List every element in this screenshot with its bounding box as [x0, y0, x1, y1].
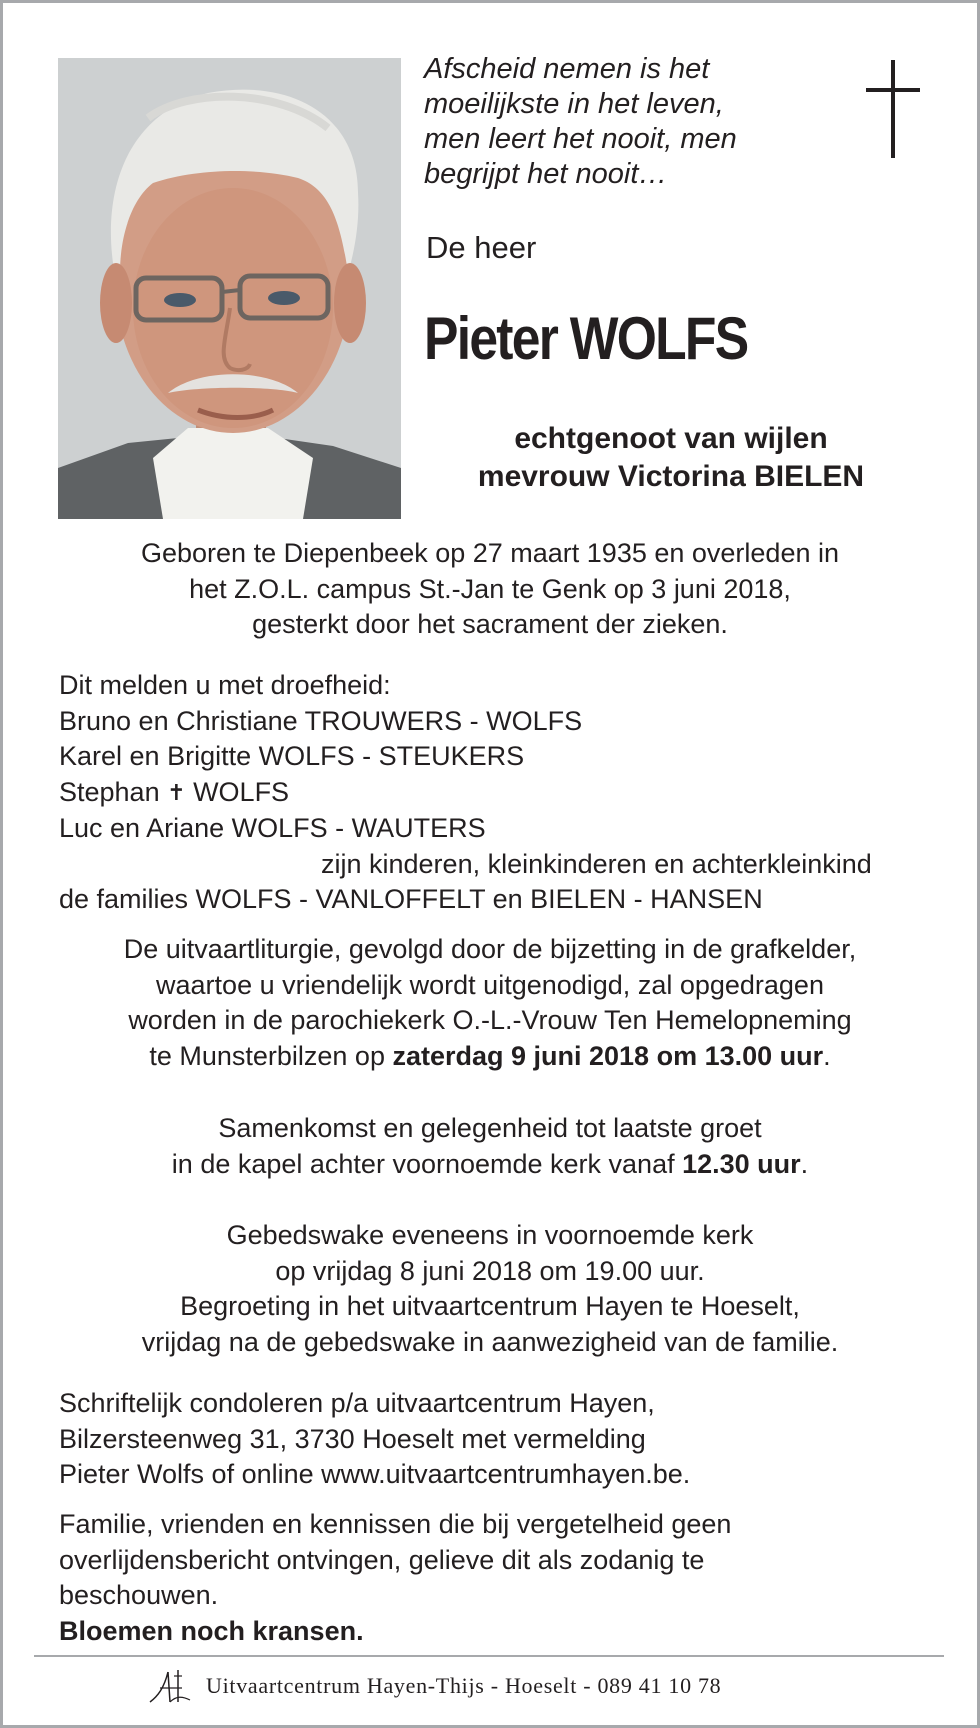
descendants-line: zijn kinderen, kleinkinderen en achterkleinkind [321, 848, 872, 879]
text-line: worden in de parochiekerk O.-L.-Vrouw Ten Hemelopneming [128, 1005, 852, 1035]
spouse-line: echtgenoot van wijlen [514, 422, 828, 455]
footer-divider [34, 1655, 944, 1657]
text-line: overlijdensbericht ontvingen, gelieve dit als zodanig te [59, 1544, 705, 1575]
funeral-date-time: zaterdag 9 juni 2018 om 13.00 uur [392, 1040, 824, 1071]
gathering-place: in de kapel achter voornoemde kerk vanaf [171, 1148, 683, 1179]
salutation: De heer [426, 230, 537, 265]
poem-line: moeilijkste in het leven, [424, 88, 724, 120]
hayen-thijs-logo-icon [148, 1666, 192, 1706]
notice-paragraph [59, 1507, 939, 1649]
memorial-poem [424, 52, 824, 192]
family-member: Bruno en Christiane TROUWERS - WOLFS [59, 705, 583, 736]
poem-line: begrijpt het nooit… [424, 158, 668, 190]
family-member [59, 775, 939, 812]
text-line: waartoe u vriendelijk wordt uitgenodigd, zal opgedragen [156, 969, 824, 1000]
text-line: beschouwen. [59, 1580, 219, 1610]
footer [148, 1664, 721, 1708]
spouse-line: mevrouw Victorina BIELEN [477, 460, 865, 493]
text-line: Geboren te Diepenbeek op 27 maart 1935 en overleden in [141, 538, 839, 568]
families-line: de families WOLFS - VANLOFFELT en BIELEN - HANSEN [59, 884, 763, 914]
deceased-name: Pieter WOLFS [424, 305, 748, 372]
family-member-surname: WOLFS [193, 776, 290, 807]
funeral-place: te Munsterbilzen op [149, 1040, 393, 1071]
small-cross-icon: ✝ [167, 779, 186, 805]
text-line: Pieter Wolfs of online www.uitvaartcentrumhayen.be. [59, 1459, 691, 1489]
portrait-photo [58, 58, 401, 519]
text-line: op vrijdag 8 juni 2018 om 19.00 uur. [275, 1255, 705, 1286]
text-line: De uitvaartliturgie, gevolgd door de bijzetting in de grafkelder, [123, 934, 857, 964]
family-member-name: Stephan [59, 776, 160, 807]
text-line [30, 1147, 950, 1183]
text-line: Bilzersteenweg 31, 3730 Hoeselt met vermelding [59, 1423, 646, 1454]
punctuation: . [823, 1040, 831, 1071]
funeral-paragraph [30, 932, 950, 1074]
birth-death-paragraph [30, 536, 950, 643]
text-line: het Z.O.L. campus St.-Jan te Genk op 3 juni 2018, [189, 573, 791, 604]
text-line: Gebedswake eveneens in voornoemde kerk [226, 1220, 754, 1250]
spouse-info [401, 420, 941, 496]
text-line: Begroeting in het uitvaartcentrum Hayen te Hoeselt, [180, 1291, 800, 1321]
text-line [30, 1039, 950, 1075]
text-line: Familie, vrienden en kennissen die bij vergetelheid geen [59, 1509, 732, 1539]
family-intro: Dit melden u met droefheid: [59, 670, 391, 700]
gathering-paragraph [30, 1111, 950, 1182]
poem-line: men leert het nooit, men [424, 123, 737, 155]
text-line: vrijdag na de gebedswake in aanwezigheid van de familie. [141, 1326, 839, 1357]
text-line: gesterkt door het sacrament der zieken. [252, 609, 728, 639]
family-member: Karel en Brigitte WOLFS - STEUKERS [59, 741, 525, 771]
family-member: Luc en Ariane WOLFS - WAUTERS [59, 813, 486, 843]
funeral-home-contact: Uitvaartcentrum Hayen-Thijs - Hoeselt - 089 41 10 78 [206, 1673, 722, 1698]
text-line: Schriftelijk condoleren p/a uitvaartcentrum Hayen, [59, 1388, 655, 1418]
flowers-notice: Bloemen noch kransen. [59, 1615, 364, 1646]
punctuation: . [800, 1148, 809, 1179]
condolences-paragraph [59, 1386, 939, 1493]
vigil-paragraph [30, 1218, 950, 1360]
latin-cross-icon [862, 60, 924, 160]
poem-line: Afscheid nemen is het [424, 53, 710, 85]
family-announcement [59, 668, 939, 918]
text-line: Samenkomst en gelegenheid tot laatste groet [218, 1113, 762, 1143]
gathering-time: 12.30 uur [682, 1148, 801, 1179]
